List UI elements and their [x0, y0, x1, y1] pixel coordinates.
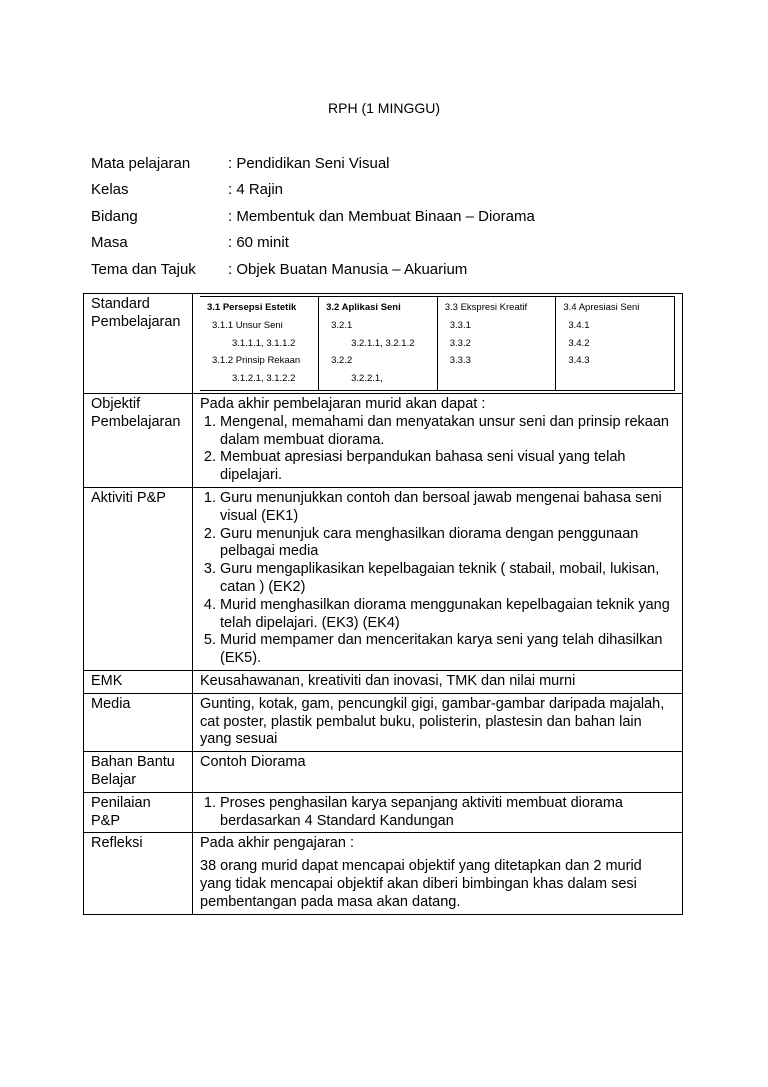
row-aktiviti	[84, 487, 683, 670]
label-line: Penilaian	[91, 794, 151, 811]
std-item: 3.3.1	[449, 319, 471, 331]
meta-row-theme	[91, 256, 535, 283]
row-media	[84, 693, 683, 751]
list-item: 1. Proses penghasilan karya sepanjang aktiviti membuat diorama berdasarkan 4 Standard Kandungan	[220, 795, 675, 831]
aktiviti-list	[200, 490, 675, 668]
std-subitem: 3.2.2.1,	[351, 373, 383, 385]
std-subitem: 3.1.1.1, 3.1.1.2	[232, 337, 296, 349]
label-line: P&P	[91, 812, 121, 829]
std-item: 3.3.3	[449, 355, 471, 367]
std-item: 3.4.3	[568, 355, 590, 367]
label-line: Pembelajaran	[91, 413, 181, 430]
objektif-intro: Pada akhir pembelajaran murid akan dapat :	[200, 395, 486, 412]
row-objektif	[84, 393, 683, 487]
meta-block	[91, 150, 535, 283]
standard-col-apresiasi	[556, 297, 675, 391]
std-item: 3.1.2 Prinsip Rekaan	[212, 355, 301, 367]
std-head: 3.3 Ekspresi Kreatif	[444, 302, 528, 313]
std-item: 3.2.2	[331, 355, 353, 367]
objektif-cell	[193, 393, 683, 487]
standard-subtable	[200, 296, 675, 391]
std-item: 3.3.2	[449, 337, 471, 349]
standard-label	[84, 294, 193, 394]
penilaian-list	[200, 795, 675, 831]
objektif-list	[200, 414, 675, 485]
std-item: 3.1.1 Unsur Seni	[212, 319, 283, 331]
list-item: 1. Guru menunjukkan contoh dan bersoal jawab mengenai bahasa seni visual (EK1)	[220, 490, 675, 526]
meta-label: Masa	[91, 234, 128, 252]
standard-col-ekspresi	[437, 297, 556, 391]
std-head: 3.1 Persepsi Estetik	[207, 302, 297, 313]
label-line: Objektif	[91, 395, 141, 412]
row-refleksi	[84, 833, 683, 914]
list-item: 4. Murid menghasilkan diorama menggunakan kepelbagaian teknik yang telah dipelajari. (EK3) (EK4)	[220, 597, 675, 633]
std-item: 3.4.2	[568, 337, 590, 349]
penilaian-label	[84, 792, 193, 833]
penilaian-cell	[193, 792, 683, 833]
bahan-label	[84, 752, 193, 793]
standard-col-persepsi	[200, 297, 319, 391]
row-penilaian	[84, 792, 683, 833]
refleksi-label: Refleksi	[84, 833, 193, 914]
row-bahan	[84, 752, 683, 793]
meta-value: : 4 Rajin	[228, 181, 284, 199]
refleksi-intro: Pada akhir pengajaran :	[200, 835, 354, 852]
row-standard	[84, 294, 683, 394]
meta-label: Kelas	[91, 181, 129, 199]
bahan-value: Contoh Diorama	[193, 752, 683, 793]
lesson-plan-table	[83, 293, 683, 915]
label-line: Pembelajaran	[91, 313, 181, 330]
row-emk	[84, 670, 683, 693]
std-subitem: 3.1.2.1, 3.1.2.2	[232, 373, 296, 385]
meta-value: : Membentuk dan Membuat Binaan – Diorama	[228, 207, 535, 225]
list-item: 5. Murid mempamer dan menceritakan karya seni yang telah dihasilkan (EK5).	[220, 632, 675, 668]
refleksi-text: 38 orang murid dapat mencapai objektif yang ditetapkan dan 2 murid yang tidak mencapai objektif akan diberi bimbingan khas dalam sesi pembentangan pada masa akan datang.	[200, 858, 642, 910]
meta-value: : 60 minit	[228, 234, 289, 252]
meta-label: Mata pelajaran	[91, 154, 191, 172]
aktiviti-cell	[193, 487, 683, 670]
label-line: Standard	[91, 296, 150, 312]
refleksi-cell	[193, 833, 683, 914]
emk-value: Keusahawanan, kreativiti dan inovasi, TMK dan nilai murni	[193, 670, 683, 693]
meta-label: Tema dan Tajuk	[91, 260, 196, 278]
label-line: Bahan Bantu	[91, 754, 175, 771]
std-subitem: 3.2.1.1, 3.2.1.2	[351, 337, 415, 349]
std-head: 3.2 Aplikasi Seni	[326, 302, 401, 313]
meta-row-time	[91, 230, 535, 257]
meta-row-class	[91, 177, 535, 204]
label-line: Belajar	[91, 771, 137, 788]
list-item: 3. Guru mengaplikasikan kepelbagaian teknik ( stabail, mobail, lukisan, catan ) (EK2)	[220, 561, 675, 597]
meta-label: Bidang	[91, 207, 138, 225]
media-label: Media	[84, 693, 193, 751]
aktiviti-label: Aktiviti P&P	[84, 487, 193, 670]
std-item: 3.4.1	[568, 319, 590, 331]
list-item: 1. Mengenal, memahami dan menyatakan unsur seni dan prinsip rekaan dalam membuat diorama.	[220, 414, 675, 450]
list-item: 2. Membuat apresiasi berpandukan bahasa seni visual yang telah dipelajari.	[220, 449, 675, 485]
media-value: Gunting, kotak, gam, pencungkil gigi, gambar-gambar daripada majalah, cat poster, plastik pembalut buku, polisterin, plastesin dan bahan lain yang sesuai	[193, 693, 683, 751]
list-item: 2. Guru menunjuk cara menghasilkan diorama dengan penggunaan pelbagai media	[220, 526, 675, 562]
meta-value: : Objek Buatan Manusia – Akuarium	[228, 260, 468, 278]
objektif-label	[84, 393, 193, 487]
meta-value: : Pendidikan Seni Visual	[228, 154, 390, 172]
standard-col-aplikasi	[319, 297, 438, 391]
page-title: RPH (1 MINGGU)	[328, 100, 440, 116]
standard-cell	[193, 294, 683, 394]
std-item: 3.2.1	[331, 319, 353, 331]
std-head: 3.4 Apresiasi Seni	[563, 302, 640, 313]
meta-row-field	[91, 203, 535, 230]
emk-label: EMK	[84, 670, 193, 693]
meta-row-subject	[91, 150, 535, 177]
